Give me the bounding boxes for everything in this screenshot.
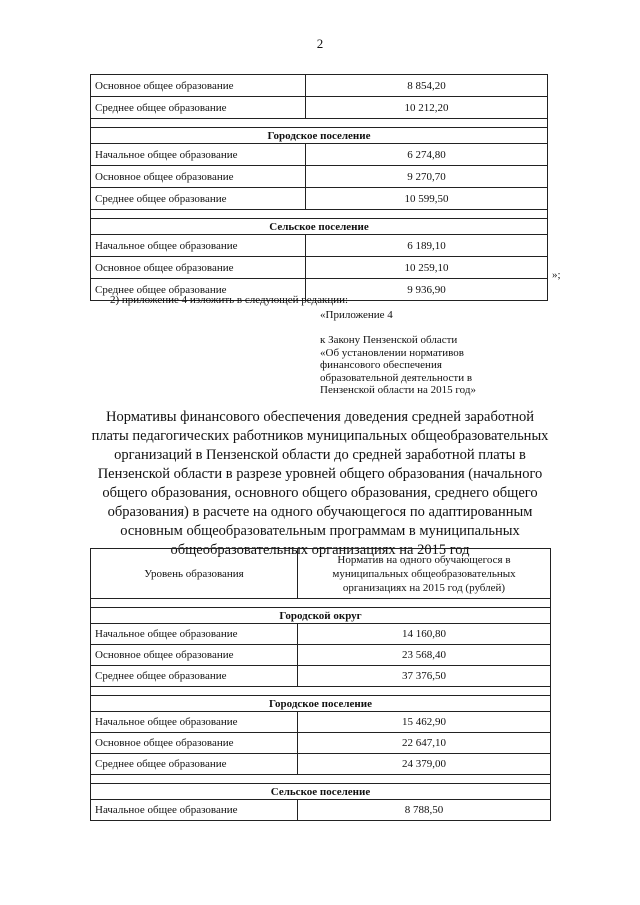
table-row (91, 666, 551, 687)
header-level: Уровень образования (91, 549, 298, 599)
table-row (91, 188, 548, 210)
education-level-cell: Начальное общее образование (91, 624, 298, 645)
closing-quote: »; (552, 269, 561, 281)
norm-value-cell: 37 376,50 (298, 666, 551, 687)
norm-value-cell: 22 647,10 (298, 733, 551, 754)
norm-value-cell: 14 160,80 (298, 624, 551, 645)
table-row (91, 144, 548, 166)
education-level-cell: Начальное общее образование (91, 235, 306, 257)
section-title: Городской округ (91, 608, 551, 624)
table-row (91, 712, 551, 733)
table-section-row (91, 784, 551, 800)
header-norm-line: Норматив на одного обучающегося в (337, 553, 511, 566)
appendix-label: «Приложение 4 (320, 309, 393, 321)
table-row (91, 97, 548, 119)
norm-value-cell: 15 462,90 (298, 712, 551, 733)
norms-table-continued (90, 74, 548, 301)
spacer-cell (91, 687, 551, 696)
title-line: платы педагогических работников муниципальных общеобразовательных (91, 428, 549, 444)
table-spacer-row (91, 119, 548, 128)
norm-value-cell: 6 189,10 (306, 235, 548, 257)
education-level-cell: Основное общее образование (91, 166, 306, 188)
law-reference-line: к Закону Пензенской области (320, 334, 458, 346)
table-row (91, 754, 551, 775)
law-reference-line: «Об установлении нормативов (320, 346, 464, 359)
norm-value-cell: 10 599,50 (306, 188, 548, 210)
education-level-cell: Среднее общее образование (91, 279, 306, 301)
table-section-row (91, 128, 548, 144)
section-title: Городское поселение (91, 128, 548, 144)
norm-value-cell: 9 270,70 (306, 166, 548, 188)
title-line: образования) в расчете на одного обучающегося по адаптированным (107, 504, 533, 520)
spacer-cell (91, 599, 551, 608)
table-row (91, 733, 551, 754)
table-row (91, 800, 551, 821)
norm-value-cell: 24 379,00 (298, 754, 551, 775)
section-title: Сельское поселение (91, 784, 551, 800)
norm-value-cell: 8 788,50 (298, 800, 551, 821)
law-reference-line: Пензенской области на 2015 год» (320, 384, 476, 396)
norm-value-cell: 6 274,80 (306, 144, 548, 166)
header-norm (298, 549, 551, 599)
education-level-cell: Начальное общее образование (91, 144, 306, 166)
title-line: основным общеобразовательным программам в муниципальных (120, 523, 520, 539)
table-section-row (91, 608, 551, 624)
spacer-cell (91, 775, 551, 784)
table-row (91, 235, 548, 257)
title-line: общеобразовательных организациях на 2015 год (170, 542, 470, 558)
section-title: Сельское поселение (91, 219, 548, 235)
education-level-cell: Основное общее образование (91, 75, 306, 97)
table-section-row (91, 696, 551, 712)
norms-table-body (91, 75, 548, 301)
amendment-item-2: 2) приложение 4 изложить в следующей редакции: (110, 294, 349, 306)
header-norm-line: организациях на 2015 год (рублей) (342, 581, 506, 594)
norm-value-cell: 23 568,40 (298, 645, 551, 666)
spacer-cell (91, 119, 548, 128)
norms-table-body (91, 599, 551, 821)
section-title: Городское поселение (91, 696, 551, 712)
table-row (91, 645, 551, 666)
header-norm-line: муниципальных общеобразовательных (332, 567, 516, 580)
document-title (70, 408, 570, 560)
education-level-cell: Начальное общее образование (91, 800, 298, 821)
title-line: общего образования, основного общего образования, среднего общего (102, 485, 538, 501)
table-row (91, 166, 548, 188)
norm-value-cell: 8 854,20 (306, 75, 548, 97)
table-spacer-row (91, 687, 551, 696)
education-level-cell: Среднее общее образование (91, 754, 298, 775)
table-header-row (91, 549, 551, 599)
table-section-row (91, 219, 548, 235)
education-level-cell: Основное общее образование (91, 645, 298, 666)
education-level-cell: Начальное общее образование (91, 712, 298, 733)
table-row (91, 624, 551, 645)
title-line: Пензенской области в разрезе уровней общего образования (начального (97, 466, 543, 482)
table-spacer-row (91, 210, 548, 219)
education-level-cell: Среднее общее образование (91, 188, 306, 210)
table-row (91, 75, 548, 97)
page-number: 2 (316, 36, 324, 51)
table-row (91, 257, 548, 279)
title-line: организаций в Пензенской области до средней заработной платы в (114, 447, 526, 463)
norm-value-cell: 9 936,90 (306, 279, 548, 301)
law-reference-line: образовательной деятельности в (320, 371, 473, 384)
title-line: Нормативы финансового обеспечения доведения средней заработной (105, 409, 535, 425)
law-reference-line: финансового обеспечения (320, 359, 442, 371)
education-level-cell: Основное общее образование (91, 257, 306, 279)
law-reference (320, 334, 476, 397)
norm-value-cell: 10 212,20 (306, 97, 548, 119)
education-level-cell: Основное общее образование (91, 733, 298, 754)
norm-value-cell: 10 259,10 (306, 257, 548, 279)
education-level-cell: Среднее общее образование (91, 666, 298, 687)
education-level-cell: Среднее общее образование (91, 97, 306, 119)
adapted-programs-norms-table (90, 548, 551, 821)
table-spacer-row (91, 775, 551, 784)
table-spacer-row (91, 599, 551, 608)
spacer-cell (91, 210, 548, 219)
